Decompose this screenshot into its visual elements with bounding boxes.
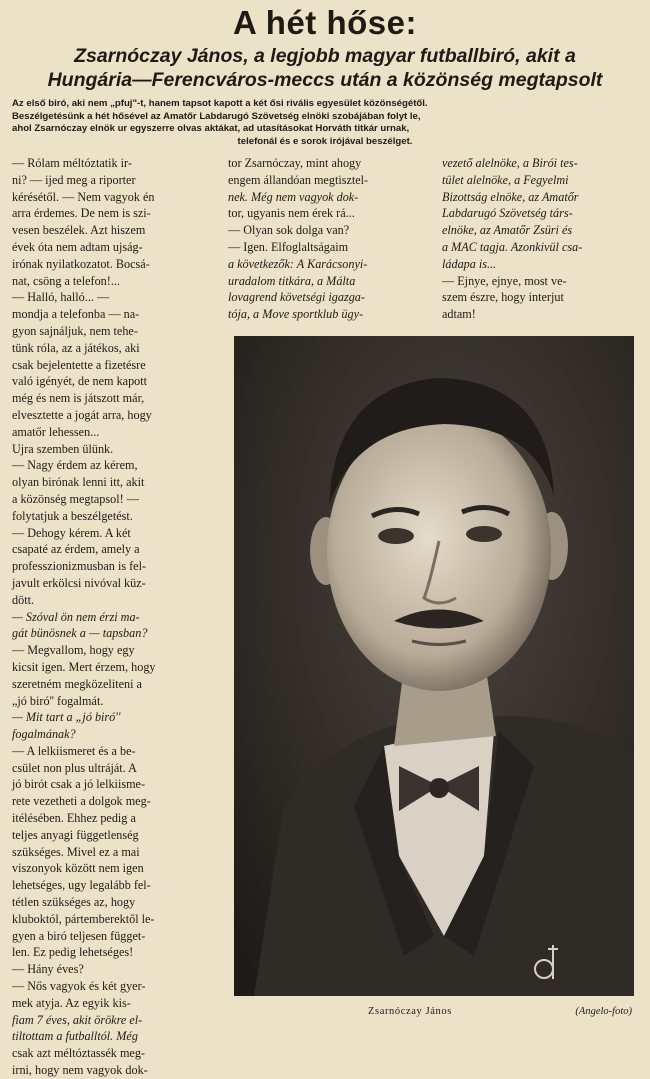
text-line: mek atyja. Az egyik kis- (12, 995, 131, 1010)
text-line: gyon sajnáljuk, nem tehe- (12, 323, 138, 338)
text-line: folytatjuk a beszélgetést. (12, 508, 133, 523)
text-line: vezető alelnöke, a Birói tes- (442, 156, 578, 170)
text-line: tor, ugyanis nem érek rá... (228, 206, 355, 221)
text-line: — Nagy érdem az kérem, (12, 458, 138, 473)
text-line: irni, hogy nem vagyok dok- (12, 1063, 148, 1078)
text-line: engem állandóan megtisztel- (228, 172, 369, 187)
subtitle-line: Zsarnóczay János, a legjobb magyar futballbiró, akit a (74, 45, 576, 67)
text-line: évek óta nem adtam ujság- (12, 239, 143, 254)
text-line: „jó biró'' fogalmát. (12, 693, 104, 708)
text-line: viszonyok között nem igen (12, 861, 144, 876)
text-line: vesen beszélek. Azt hiszem (12, 223, 146, 238)
subtitle-line: Hungária—Ferencváros-meccs után a közönség megtapsolt (47, 69, 603, 91)
text-line: még és nem is játszott már, (12, 391, 145, 406)
text-column-3 (442, 155, 638, 323)
text-line: csak bejelentette a fizetésre (12, 357, 146, 372)
text-line: kérésétől. — Nem vagyok én (12, 189, 155, 204)
text-line: dött. (12, 592, 35, 607)
text-line: szeretném megközeliteni a (12, 676, 142, 691)
text-line: len. Ez pedig lehetséges! (12, 945, 134, 960)
lead-line: ahol Zsarnóczay elnök ur egyszerre olvas aktákat, ad utasításokat Horváth titkár urnak, (12, 123, 410, 134)
text-line: Labdarugó Szövetség társ- (442, 206, 573, 221)
text-line: gyen a biró teljesen függet- (12, 928, 146, 943)
text-line: a közönség megtapsol! — (12, 491, 139, 506)
text-line: elvesztette a jogát arra, hogy (12, 407, 152, 422)
text-line: való igényét, de nem kapott (12, 374, 148, 389)
text-line: — Ejnye, ejnye, most ve- (442, 273, 567, 288)
text-line: — A lelkiismeret és a be- (12, 743, 136, 758)
text-line: lehetséges, ugy legalább fel- (12, 878, 151, 893)
text-line: irónak nyilatkozatot. Bocsá- (12, 256, 150, 271)
text-line: — Halló, halló... — (12, 290, 110, 305)
text-line: kicsit igen. Mert érzem, hogy (12, 659, 156, 674)
text-line: — Hány éves? (12, 962, 84, 977)
text-line: — Nős vagyok és két gyer- (12, 979, 146, 994)
article-title: A hét hőse: (233, 4, 417, 41)
article-lead (12, 98, 638, 148)
text-column-1 (12, 155, 216, 1079)
text-line: csület non plus ultráját. A (12, 760, 137, 775)
text-line: amatőr lehessen... (12, 424, 100, 439)
text-line: tója, a Move sportklub ügy- (228, 307, 364, 322)
photo-credit: (Angelo-foto) (575, 1006, 632, 1017)
text-line: jó birót csak a jó lelkiisme- (12, 777, 146, 792)
text-line: tület alelnöke, a Fegyelmi (442, 172, 569, 187)
text-line: tor Zsarnóczay, mint ahogy (228, 156, 362, 170)
lead-line: Az első biró, aki nem „pfuj"-t, hanem tapsot kapott a két ősi rivális egyesület közönségétől. (12, 98, 428, 109)
text-line: arra érdemes. De nem is szi- (12, 206, 151, 221)
text-line: itélésében. Ehhez pedig a (12, 811, 136, 826)
text-line: nat, csöng a telefon!... (12, 273, 120, 288)
text-line: Bizottság elnöke, az Amatőr (442, 189, 579, 204)
text-line: javult erkölcsi nivóval küz- (12, 575, 146, 590)
text-line: — Igen. Elfoglaltságaim (228, 239, 349, 254)
caption-name: Zsarnóczay János (368, 1006, 452, 1017)
text-line: — Olyan sok dolga van? (228, 223, 350, 238)
text-line: a következők: A Karácsonyi- (228, 256, 368, 271)
text-line: elnöke, az Amatőr Zsüri és (442, 223, 573, 238)
portrait-photo (234, 336, 634, 996)
text-line: csak azt méltóztassék meg- (12, 1046, 145, 1061)
text-line: gát bünösnek a — tapsban? (12, 626, 148, 641)
text-column-2 (228, 155, 428, 323)
text-line: nek. Még nem vagyok dok- (228, 189, 359, 204)
text-line: — Dehogy kérem. A két (12, 525, 131, 540)
text-line: tiltottam a futballtól. Még (12, 1029, 138, 1044)
text-line: teljes anyagi függetlenség (12, 827, 139, 842)
text-line: Ujra szemben ülünk. (12, 441, 114, 456)
text-line: mondja a telefonba — na- (12, 307, 140, 322)
text-line: professzionizmusban is fel- (12, 559, 147, 574)
text-line: ládapa is... (442, 256, 497, 271)
text-line: tétlen szükséges az, hogy (12, 895, 136, 910)
text-line: — Szóval ön nem érzi ma- (12, 609, 140, 624)
text-line: — Rólam méltóztatik ir- (12, 156, 132, 170)
text-line: ni? — ijed meg a riporter (12, 172, 136, 187)
text-line: csapaté az érdem, amely a (12, 542, 140, 557)
text-line: — Megvallom, hogy egy (12, 643, 135, 658)
text-line: tünk róla, az a játékos, aki (12, 340, 140, 355)
text-line: olyan birónak lenni itt, akit (12, 475, 145, 490)
text-line: — Mit tart a „jó biró'' (12, 710, 121, 725)
portrait-illustration (234, 336, 634, 996)
article-subtitle (14, 44, 636, 92)
text-line: a MAC tagja. Azonkivül csa- (442, 239, 583, 254)
lead-line: Beszélgetésünk a hét hősével az Amatőr Labdarugó Szövetség elnöki szobájában folyt le, (12, 110, 421, 122)
text-line: kluboktól, pártemberektől le- (12, 911, 155, 926)
text-line: uradalom titkára, a Málta (228, 273, 356, 288)
text-line: szükséges. Mivel ez a mai (12, 844, 140, 859)
text-line: rete vezetheti a dolgok meg- (12, 794, 151, 809)
text-line: fogalmának? (12, 727, 76, 742)
text-line: szem észre, hogy interjut (442, 290, 564, 305)
text-line: lovagrend követségi igazga- (228, 290, 365, 305)
lead-line: telefonál és e sorok irójával beszélget. (237, 135, 413, 147)
text-line: fiam 7 éves, akit örökre el- (12, 1012, 143, 1027)
text-line: adtam! (442, 307, 476, 322)
